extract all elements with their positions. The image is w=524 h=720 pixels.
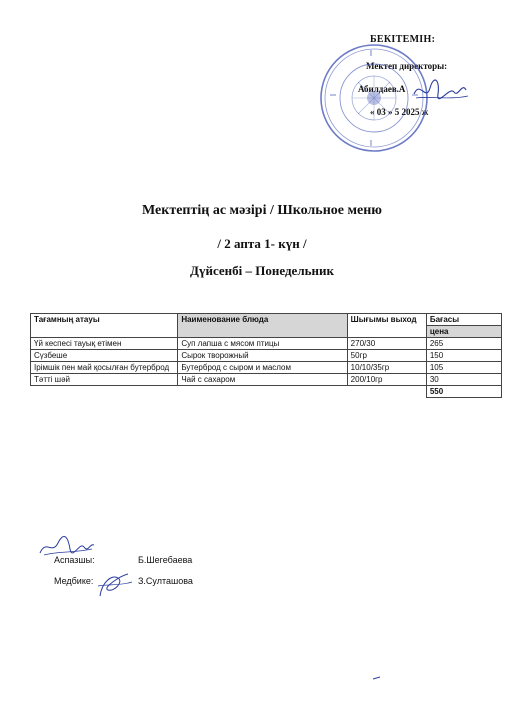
- pen-mark: [372, 676, 382, 680]
- cell-yield: 200/10гр: [347, 374, 426, 386]
- cell-price: 30: [426, 374, 501, 386]
- header-price-kz: Бағасы: [426, 314, 501, 326]
- cell-yield: 50гр: [347, 350, 426, 362]
- approval-title: БЕКІТЕМІН:: [370, 34, 436, 45]
- cell-kz-name: Тәтті шәй: [31, 374, 178, 386]
- director-signature: [410, 76, 470, 106]
- cell-kz-name: Сүзбеше: [31, 350, 178, 362]
- cell-yield: 10/10/35гр: [347, 362, 426, 374]
- total-price: 550: [426, 386, 501, 398]
- cell-ru-name: Суп лапша с мясом птицы: [178, 338, 347, 350]
- table-total-row: [31, 386, 502, 398]
- menu-table: [30, 313, 502, 398]
- table-row: [31, 350, 502, 362]
- director-name: Абилдаев.А: [358, 84, 406, 94]
- menu-title: Мектептің ас мәзірі / Школьное меню: [142, 203, 382, 218]
- header-kz-name: Тағамның атауы: [31, 314, 178, 338]
- table-row: [31, 362, 502, 374]
- cook-label: Аспазшы:: [54, 555, 95, 565]
- nurse-signature: [94, 568, 134, 600]
- table-header-row: [31, 314, 502, 326]
- table-row: [31, 374, 502, 386]
- table-row: [31, 338, 502, 350]
- header-ru-name: Наименование блюда: [178, 314, 347, 338]
- weekday-title: Дүйсенбі – Понедельник: [190, 263, 334, 278]
- week-day-subtitle: / 2 апта 1- күн /: [217, 236, 307, 251]
- cell-ru-name: Сырок творожный: [178, 350, 347, 362]
- cell-price: 105: [426, 362, 501, 374]
- nurse-signature-line: [54, 576, 193, 586]
- cook-name: Б.Шегебаева: [138, 555, 193, 565]
- cook-signature: [36, 533, 96, 559]
- header-yield: Шығымы выход: [347, 314, 426, 338]
- nurse-name: З.Султашова: [138, 576, 193, 586]
- header-price-ru: цена: [426, 326, 501, 338]
- cell-yield: 270/30: [347, 338, 426, 350]
- cell-kz-name: Үй кеспесі тауық етімен: [31, 338, 178, 350]
- cell-price: 265: [426, 338, 501, 350]
- cell-ru-name: Бутерброд с сыром и маслом: [178, 362, 347, 374]
- cell-price: 150: [426, 350, 501, 362]
- nurse-label: Медбике:: [54, 576, 94, 586]
- cell-kz-name: Ірімшік пен май қосылған бутерброд: [31, 362, 178, 374]
- approval-date: « 03 » 5 2025 ж: [370, 107, 429, 117]
- director-label: Мектеп директоры:: [366, 61, 448, 71]
- cell-ru-name: Чай с сахаром: [178, 374, 347, 386]
